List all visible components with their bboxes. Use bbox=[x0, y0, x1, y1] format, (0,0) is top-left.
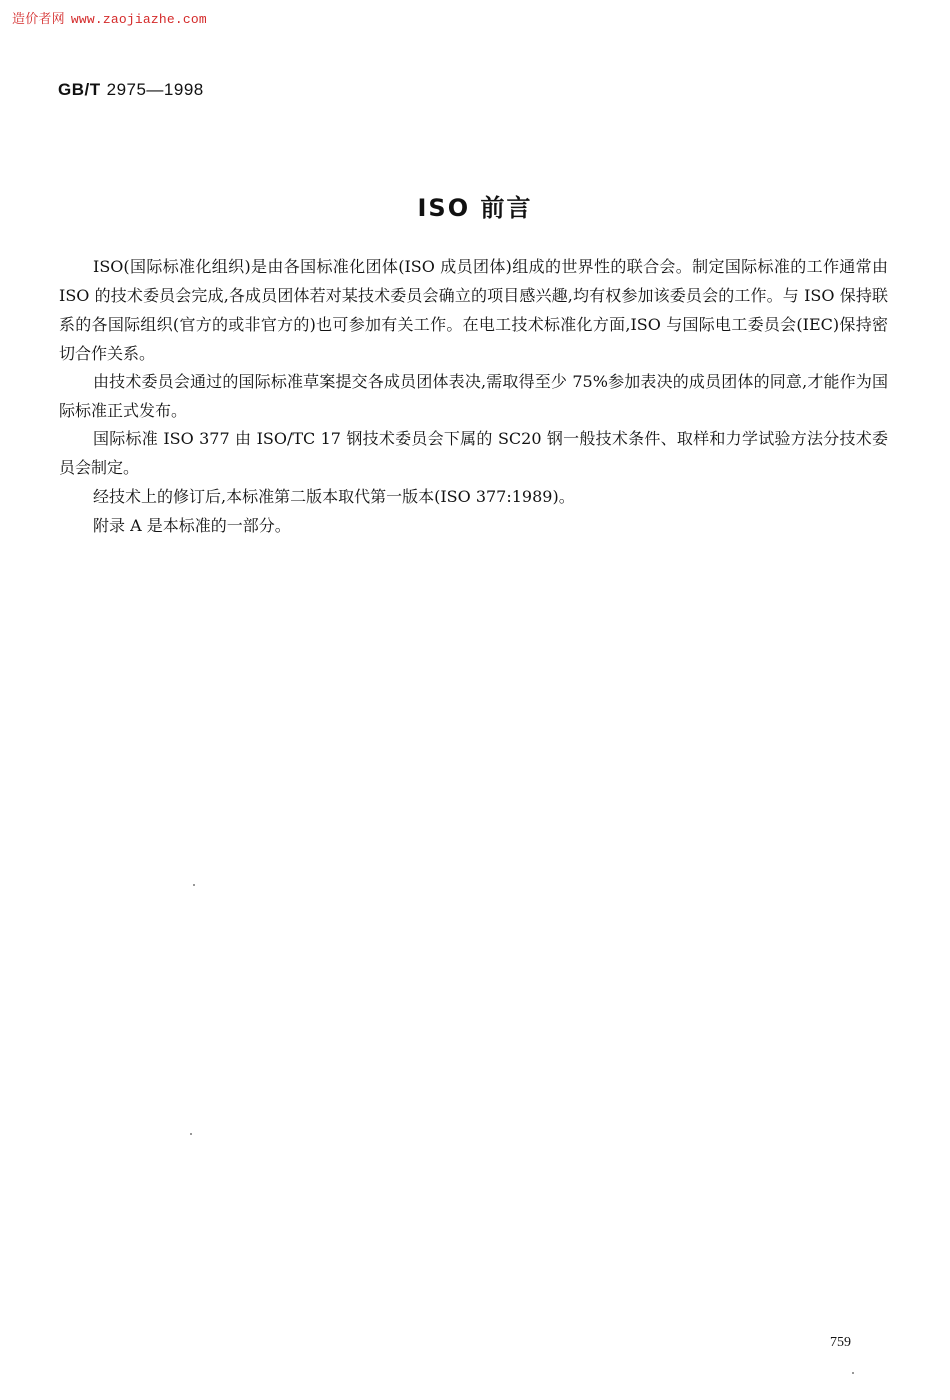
watermark-url[interactable]: www.zaojiazhe.com bbox=[70, 12, 207, 27]
paragraph-1 bbox=[59, 252, 888, 368]
scan-speck bbox=[193, 884, 195, 886]
paragraph-3-text: 国际标准 ISO 377 由 ISO/TC 17 钢技术委员会下属的 SC20 钢一般技术条件、取样和力学试验方法分技术委员会制定。 bbox=[59, 429, 888, 477]
paragraph-5 bbox=[93, 511, 888, 540]
page-number: 759 bbox=[830, 1335, 851, 1350]
scan-speck bbox=[190, 1133, 192, 1135]
watermark bbox=[12, 8, 207, 27]
paragraph-5-text: 附录 A 是本标准的一部分。 bbox=[93, 516, 291, 535]
paragraph-4-text: 经技术上的修订后,本标准第二版本取代第一版本(ISO 377:1989)。 bbox=[93, 487, 575, 506]
paragraph-2-text: 由技术委员会通过的国际标准草案提交各成员团体表决,需取得至少 75%参加表决的成员团体的同意,才能作为国际标准正式发布。 bbox=[59, 372, 888, 420]
paragraph-3 bbox=[59, 424, 888, 482]
paragraph-4 bbox=[93, 482, 888, 511]
paragraph-2 bbox=[59, 367, 888, 425]
scan-speck bbox=[852, 1372, 854, 1374]
standard-prefix: GB/T bbox=[58, 80, 101, 99]
standard-code bbox=[58, 80, 204, 100]
paragraph-1-text: ISO(国际标准化组织)是由各国标准化团体(ISO 成员团体)组成的世界性的联合会。制定国际标准的工作通常由 ISO 的技术委员会完成,各成员团体若对某技术委员会确立的项目感兴趣,均有权参加该委员会的工作。与 ISO 保持联系的各国际组织(官方的或非官方的)也可参加有关工作。在电工技术标准化方面,ISO 与国际电工委员会(IEC)保持密切合作关系。 bbox=[59, 257, 888, 363]
page-title: ISO 前言 bbox=[417, 194, 533, 222]
standard-number: 2975—1998 bbox=[106, 80, 204, 99]
watermark-site-name: 造价者网 bbox=[12, 12, 65, 27]
